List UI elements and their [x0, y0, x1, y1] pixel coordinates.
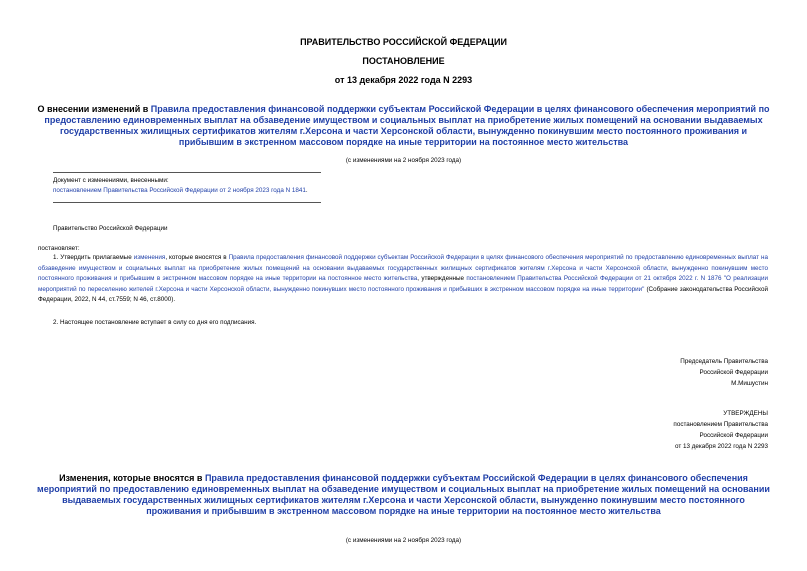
p1-mid1: , которые вносятся в — [165, 254, 229, 261]
approved-line-1: УТВЕРЖДЕНЫ — [723, 410, 768, 417]
p1-start: 1. Утвердить прилагаемые — [53, 254, 134, 261]
change-box-top-rule — [53, 172, 321, 173]
issuer-text: Правительство Российской Федерации — [53, 225, 168, 232]
p1-mid2: , утвержденные — [417, 275, 467, 283]
change-box-entry — [53, 187, 308, 194]
signature-line-1: Председатель Правительства — [680, 358, 768, 365]
change-box-end: . — [305, 187, 308, 194]
p1-changes-link[interactable]: изменения — [133, 254, 166, 261]
approved-line-3: Российской Федерации — [699, 432, 768, 439]
changes-title-prefix: Изменения, которые вносятся в — [59, 473, 205, 483]
change-box-label: Документ с изменениями, внесенными: — [53, 177, 169, 184]
document-title — [35, 104, 772, 148]
title-amendments-note: (с изменениями на 2 ноября 2023 года) — [345, 157, 462, 164]
approved-line-2: постановлением Правительства — [673, 421, 768, 428]
approved-line-4: от 13 декабря 2022 года N 2293 — [674, 443, 768, 450]
title-rules-link[interactable]: Правила предоставления финансовой поддержки субъектам Российской Федерации в целях финансового обеспечения мероприятий по предоставлению единовременных выплат на обзаведение имуществом и социальных выплат на приобретение жилых помещений на основании выдаваемых государственных жилищных сертификатов жителям г.Херсона и части Херсонской области, вынужденно покинувшим место постоянного проживания и прибывшим в экстренном массовом порядке на иные территории на постоянное место жительства — [44, 104, 770, 147]
p1-end: (Собрание законодательства Российской Федерации, 2022, N 44, ст.7559; N 46, ст.8000). — [38, 285, 769, 304]
paragraph-2: 2. Настоящее постановление вступает в силу со дня его подписания. — [53, 319, 257, 326]
paragraph-1 — [38, 253, 768, 306]
title-prefix: О внесении изменений в — [37, 104, 151, 114]
change-box-bottom-rule — [53, 202, 321, 203]
signature-line-2: Российской Федерации — [699, 369, 768, 376]
government-name: ПРАВИТЕЛЬСТВО РОССИЙСКОЙ ФЕДЕРАЦИИ — [300, 37, 507, 47]
changes-title-rules-link[interactable]: Правила предоставления финансовой поддержки субъектам Российской Федерации в целях финансового обеспечения мероприятий по предоставлению единовременных выплат на обзаведение имуществом и социальных выплат на приобретение жилых помещений на основании выдаваемых государственных жилищных сертификатов жителям г.Херсона и части Херсонской области, вынужденно покинувшим место постоянного проживания и прибывшим в экстренном массовом порядке на иные территории на постоянное место жительства — [37, 473, 770, 516]
document-type: ПОСТАНОВЛЕНИЕ — [362, 56, 445, 66]
changes-amendments-note: (с изменениями на 2 ноября 2023 года) — [345, 537, 462, 544]
changes-title — [35, 473, 772, 517]
change-box-link[interactable]: постановлением Правительства Российской Федерации от 2 ноября 2023 года N 1841 — [53, 187, 306, 194]
p1-decree-link[interactable]: постановлением Правительства Российской Федерации от 21 октября 2022 г. N 1876 "О реализации мероприятий по переселению жителей г.Херсона и части Херсонской области, вынужденно покинувших место постоянного проживания и прибывших в экстренном массовом порядке на иные территории" — [38, 275, 768, 293]
document-date-number: от 13 декабря 2022 года N 2293 — [334, 75, 473, 85]
signature-name: М.Мишустин — [731, 380, 768, 387]
p1-rules-link[interactable]: Правила предоставления финансовой поддержки субъектам Российской Федерации в целях финансового обеспечения мероприятий по предоставлению единовременных выплат на обзаведение имуществом и социальных выплат на приобретение жилых помещений на основании выдаваемых государственных жилищных сертификатов жителям г.Херсона и части Херсонской области, вынужденно покинувшим место постоянного проживания и прибывшим в экстренном массовом порядке на иные территории на постоянное место жительства — [38, 254, 769, 283]
decides-text: постановляет: — [38, 245, 80, 252]
